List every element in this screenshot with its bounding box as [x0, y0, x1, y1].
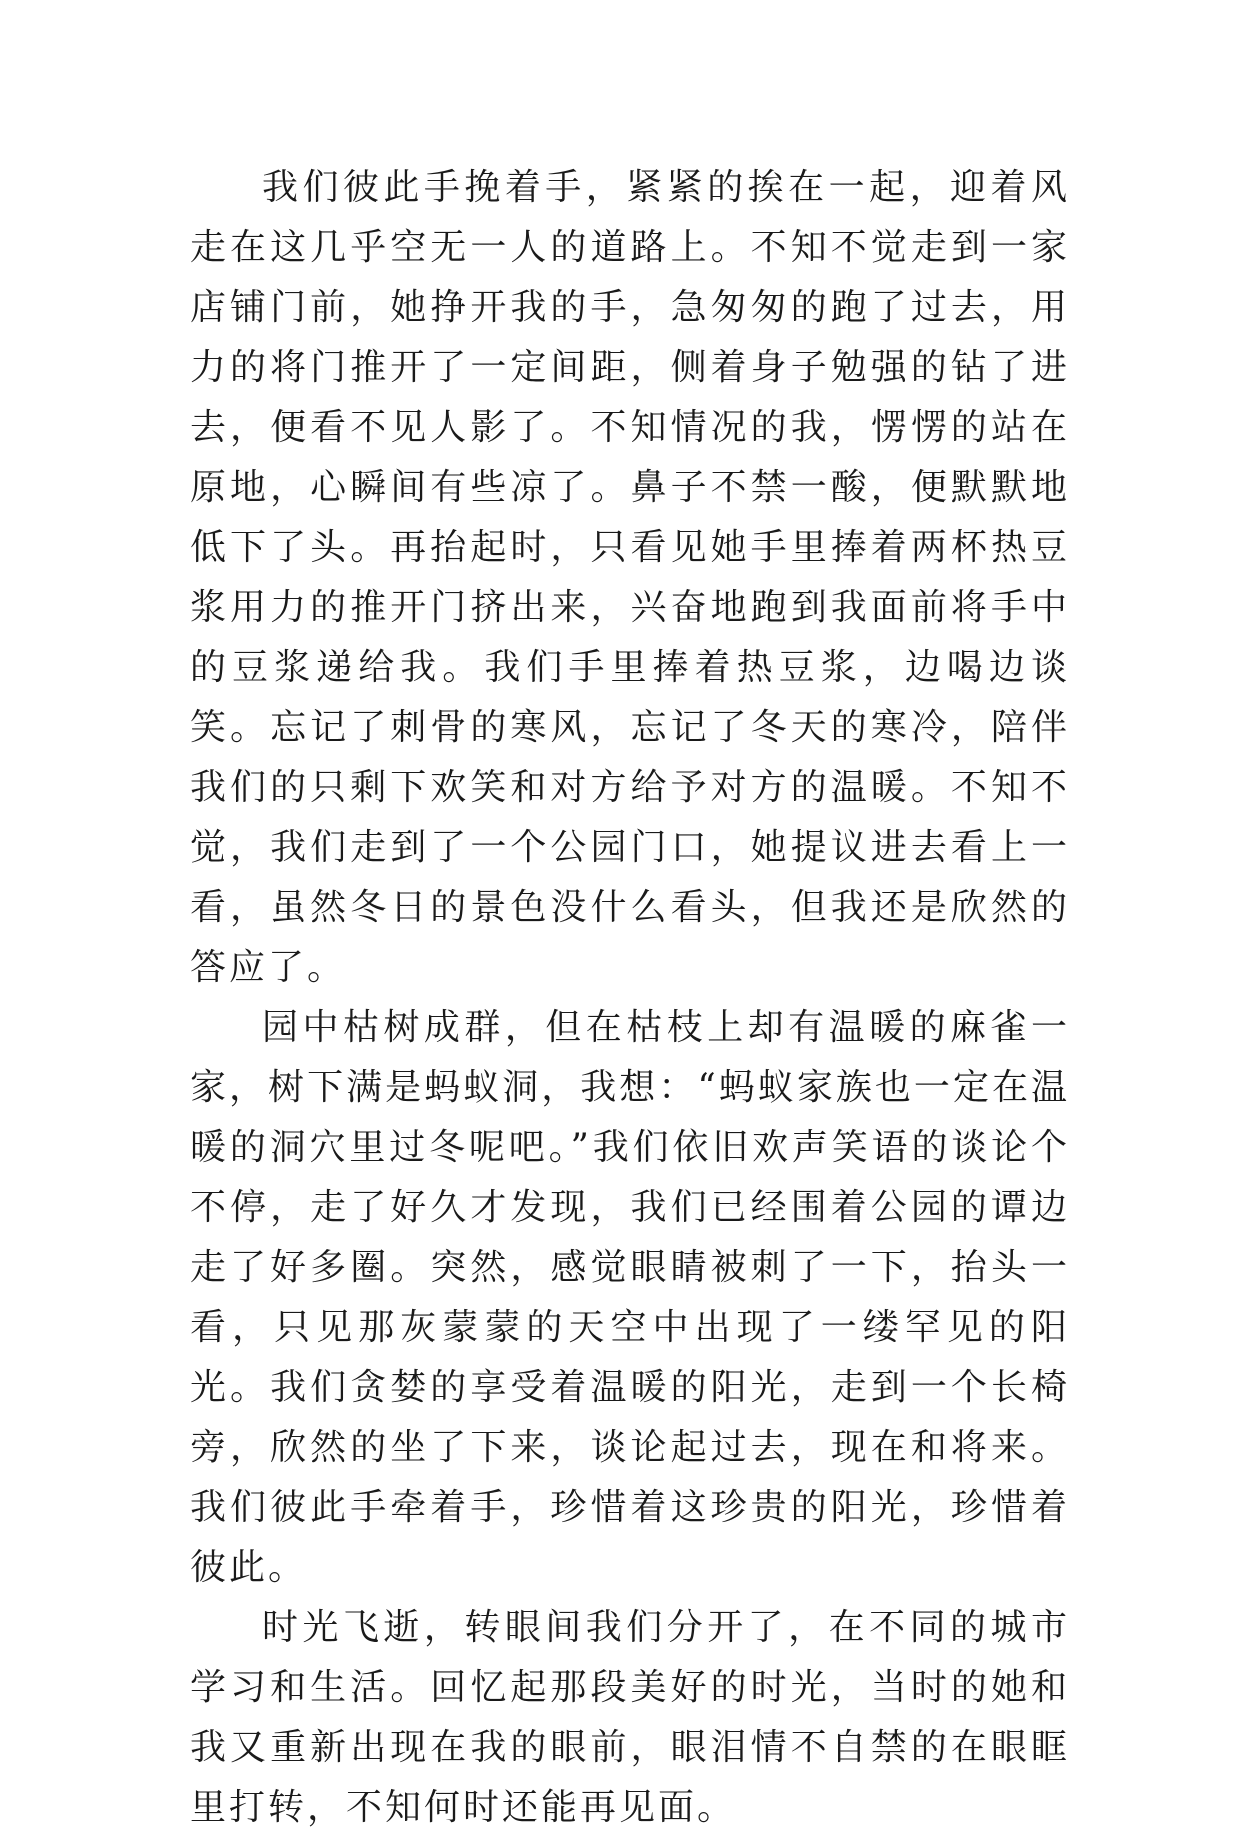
- paragraph-1: 我们彼此手挽着手，紧紧的挨在一起，迎着风走在这几乎空无一人的道路上。不知不觉走到一家店铺门前，她挣开我的手，急匆匆的跑了过去，用力的将门推开了一定间距，侧着身子勉强的钻了进去，便看不见人影了。不知情况的我，愣愣的站在原地，心瞬间有些凉了。鼻子不禁一酸，便默默地低下了头。再抬起时，只看见她手里捧着两杯热豆浆用力的推开门挤出来，兴奋地跑到我面前将手中的豆浆递给我。我们手里捧着热豆浆，边喝边谈笑。忘记了刺骨的寒风，忘记了冬天的寒冷，陪伴我们的只剩下欢笑和对方给予对方的温暖。不知不觉，我们走到了一个公园门口，她提议进去看上一看，虽然冬日的景色没什么看头，但我还是欣然的答应了。: [190, 167, 1070, 988]
- paragraph-2: 园中枯树成群，但在枯枝上却有温暖的麻雀一家，树下满是蚂蚁洞，我想：“蚂蚁家族也一定在温暖的洞穴里过冬呢吧。”我们依旧欢声笑语的谈论个不停，走了好久才发现，我们已经围着公园的谭边走了好多圈。突然，感觉眼睛被刺了一下，抬头一看，只见那灰蒙蒙的天空中出现了一缕罕见的阳光。我们贪婪的享受着温暖的阳光，走到一个长椅旁，欣然的坐了下来，谈论起过去，现在和将来。我们彼此手牵着手，珍惜着这珍贵的阳光，珍惜着彼此。: [190, 1007, 1070, 1588]
- essay-body: [190, 158, 1070, 1838]
- paragraph-3: 时光飞逝，转眼间我们分开了，在不同的城市学习和生活。回忆起那段美好的时光，当时的她和我又重新出现在我的眼前，眼泪情不自禁的在眼眶里打转，不知何时还能再见面。: [190, 1607, 1070, 1828]
